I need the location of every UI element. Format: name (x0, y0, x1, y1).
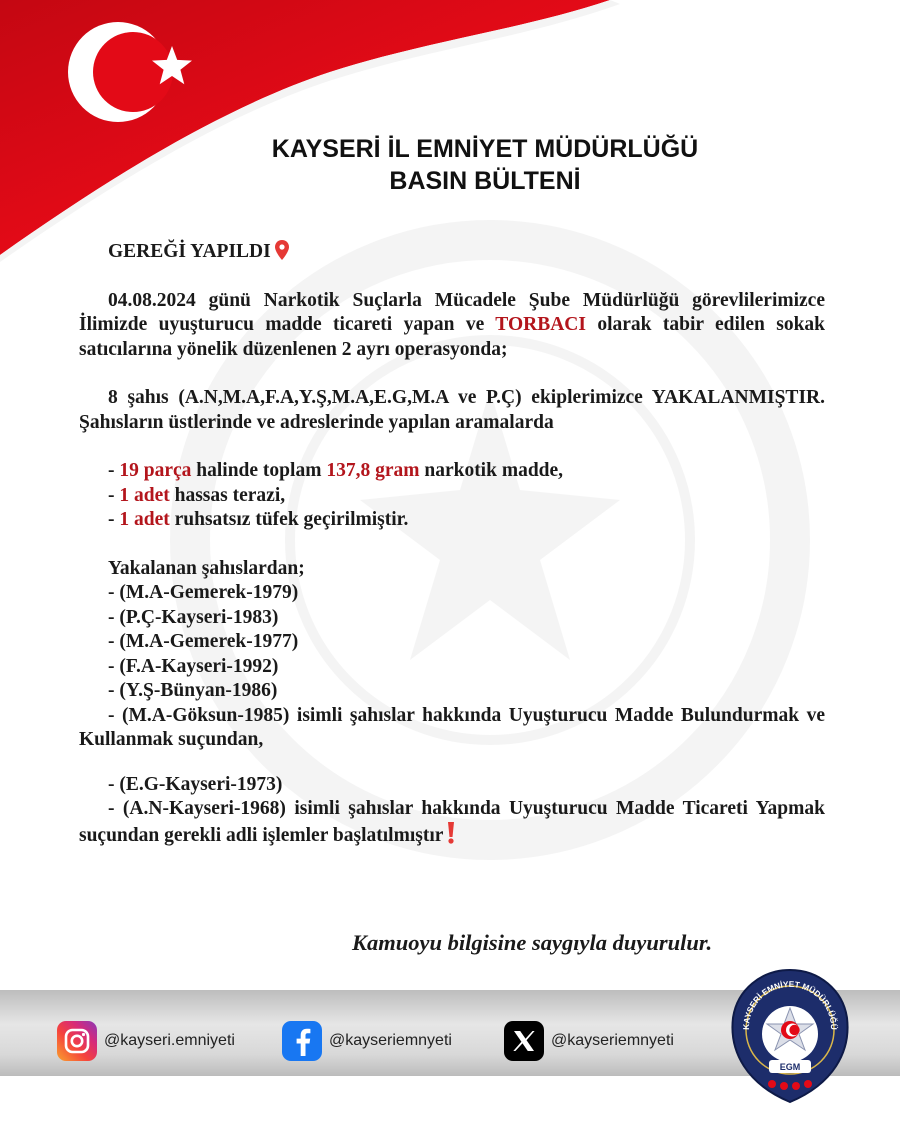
x-handle: @kayseriemnyeti (551, 1032, 674, 1049)
svg-text:KAYSERİ EMNİYET MÜDÜRLÜĞÜ: KAYSERİ EMNİYET MÜDÜRLÜĞÜ (740, 978, 840, 1030)
section-heading: GEREĞİ YAPILDI (79, 240, 825, 265)
suspect-item: - (Y.Ş-Bünyan-1986) (108, 680, 278, 701)
suspects-intro: Yakalanan şahıslardan; (108, 557, 305, 579)
suspect-charge-2: - (A.N-Kayseri-1968) isimli şahıslar hakkında Uyuşturucu Madde Ticareti Yapmak suçundan gerekli adli işlemler başlatılmıştır (79, 798, 825, 846)
header-subtitle: BASIN BÜLTENİ (389, 167, 581, 195)
x-icon (504, 1021, 544, 1061)
header-title: KAYSERİ İL EMNİYET MÜDÜRLÜĞÜ (271, 135, 699, 163)
suspect-item: - (F.A-Kayseri-1992) (108, 655, 279, 677)
police-badge-logo (727, 966, 853, 1106)
bulletin-header (80, 133, 890, 197)
facebook-handle: @kayseriemnyeti (329, 1032, 452, 1049)
seized-item: - 19 parça halinde toplam 137,8 gram narkotik madde, (108, 460, 564, 481)
pin-icon (275, 240, 289, 260)
torbaci-highlight: TORBACI (495, 314, 586, 335)
svg-text:EGM: EGM (779, 1062, 801, 1072)
exclamation-icon (447, 822, 455, 844)
bulletin-body (79, 240, 825, 848)
suspect-item: - (M.A-Gemerek-1979) (108, 582, 299, 603)
seized-items-list (79, 459, 825, 533)
seized-item: - 1 adet hassas terazi, (108, 484, 286, 506)
instagram-link[interactable] (57, 1021, 235, 1061)
x-link[interactable] (504, 1021, 674, 1061)
closing-line: Kamuoyu bilgisine saygıyla duyurulur. (352, 930, 713, 955)
suspect-charge-1: - (M.A-Göksun-1985) isimli şahıslar hakkında Uyuşturucu Madde Bulundurmak ve Kullanmak suçundan, (79, 704, 825, 750)
arrest-paragraph: 8 şahıs (A.N,M.A,F.A,Y.Ş,M.A,E.G,M.A ve P.Ç) ekiplerimizce YAKALANMIŞTIR. Şahısların üstlerinde ve adreslerinde yapılan aramalarda (79, 387, 825, 433)
instagram-handle: @kayseri.emniyeti (104, 1032, 235, 1049)
instagram-icon (57, 1021, 97, 1061)
facebook-link[interactable] (282, 1021, 452, 1061)
suspect-item: - (P.Ç-Kayseri-1983) (108, 606, 279, 628)
operation-paragraph: 04.08.2024 günü Narkotik Suçlarla Mücadele Şube Müdürlüğü görevlilerimizce İlimizde uyuşturucu madde ticareti yapan ve TORBACI olarak tabir edilen sokak satıcılarına yönelik düzenlenen 2 ayrı operasyonda; (79, 289, 826, 360)
facebook-icon (282, 1021, 322, 1061)
suspect-item: - (M.A-Gemerek-1977) (108, 631, 299, 652)
suspect-item: - (E.G-Kayseri-1973) (108, 773, 283, 795)
seized-item: - 1 adet ruhsatsız tüfek geçirilmiştir. (108, 509, 409, 530)
